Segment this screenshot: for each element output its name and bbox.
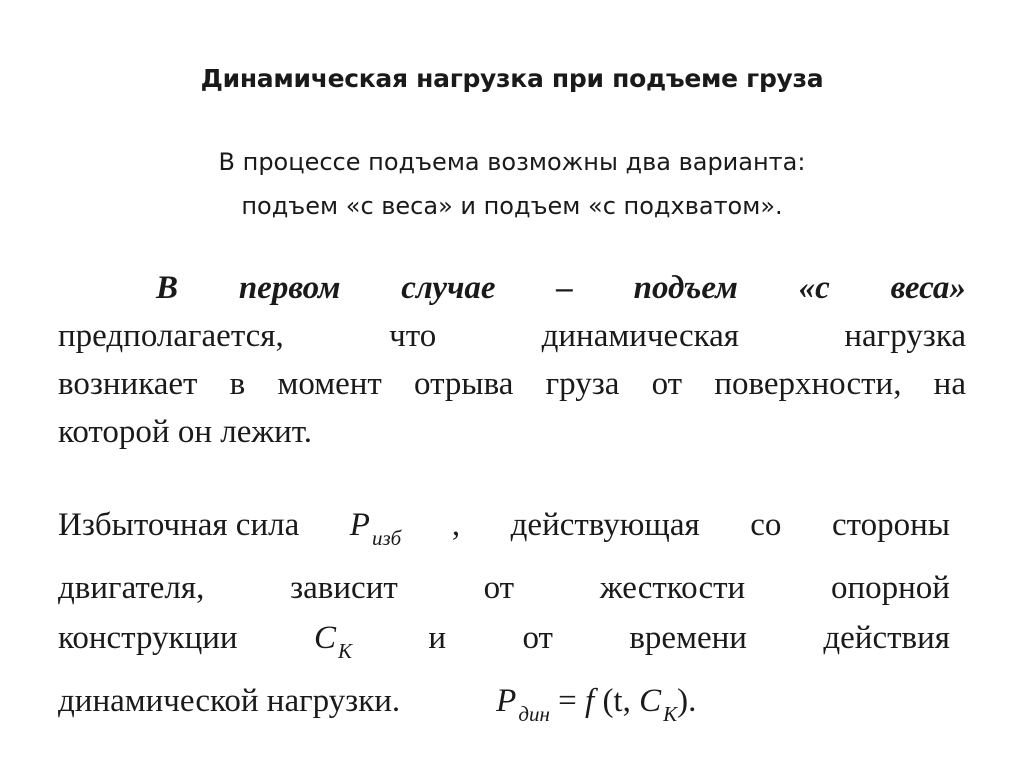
formula-p-dynamic: [496, 683, 697, 726]
paragraph-lift-from-weight: [58, 264, 966, 456]
para2-line-1: [58, 500, 950, 563]
para2-word: со: [750, 507, 782, 543]
para2-word: действующая: [510, 507, 700, 543]
para2-text: Избыточная сила: [58, 507, 300, 543]
para1-word: от: [651, 366, 683, 402]
para1-word: –: [556, 270, 573, 306]
subtitle-line-1: В процессе подъема возможны два варианта:: [218, 148, 806, 176]
symbol-subscript: К: [338, 639, 352, 663]
para1-word: В: [156, 270, 179, 306]
symbol-subscript: изб: [371, 526, 402, 550]
function-f: f: [585, 683, 595, 719]
para1-word: возникает: [58, 366, 198, 402]
para2-word: от: [522, 620, 553, 656]
para2-word: времени: [629, 620, 747, 656]
para1-word: веса»: [890, 270, 966, 306]
para2-word: зависит: [290, 570, 398, 606]
para2-line-3: [58, 613, 950, 676]
equals-sign: =: [558, 683, 577, 719]
para1-line-3: [58, 360, 966, 408]
para1-word: на: [933, 366, 966, 402]
para2-word: опорной: [830, 570, 950, 606]
para1-word: динамическая: [541, 318, 739, 354]
para1-word: предполагается,: [58, 318, 284, 354]
para2-line-2: [58, 563, 950, 613]
para2-text: динамической нагрузки.: [58, 683, 401, 719]
slide-title: Динамическая нагрузка при подъеме груза: [200, 64, 824, 93]
formula-p-excess: [350, 500, 401, 563]
para2-word: конструкции: [58, 620, 238, 656]
para1-line-2: [58, 312, 966, 360]
para1-word: что: [389, 318, 437, 354]
symbol-p: P: [349, 507, 370, 543]
para1-line-4: которой он лежит.: [58, 414, 312, 450]
para2-line-4: [58, 676, 950, 739]
para2-word: стороны: [831, 507, 950, 543]
para2-word: от: [483, 570, 515, 606]
formula-args-close: ).: [677, 683, 697, 719]
symbol-c: C: [313, 620, 336, 656]
subtitle: [0, 140, 1024, 228]
formula-c-k: [314, 613, 352, 676]
para1-word: нагрузка: [844, 318, 966, 354]
para1-word: «с: [798, 270, 830, 306]
symbol-p: P: [496, 683, 517, 719]
para1-word: первом: [238, 270, 341, 306]
subtitle-line-2: подъем «с веса» и подъем «с подхватом».: [241, 192, 783, 220]
para2-word: ,: [451, 507, 461, 543]
symbol-subscript: К: [663, 702, 678, 726]
para2-word: и: [428, 620, 447, 656]
para1-word: груза: [545, 366, 620, 402]
para2-word: жесткости: [599, 570, 746, 606]
para1-word: поверхности,: [714, 366, 902, 402]
formula-args-open: (t,: [602, 683, 631, 719]
para1-line-1: [58, 264, 966, 312]
para1-word: случае: [401, 270, 496, 306]
para1-word: в: [229, 366, 246, 402]
paragraph-excess-force: [58, 500, 950, 739]
para1-word: подъем: [633, 270, 738, 306]
para1-word: отрыва: [414, 366, 514, 402]
para2-word: двигателя,: [58, 570, 205, 606]
para1-word: момент: [277, 366, 382, 402]
symbol-subscript: дин: [518, 702, 550, 726]
para2-word: действия: [823, 620, 950, 656]
symbol-c: C: [639, 683, 662, 719]
